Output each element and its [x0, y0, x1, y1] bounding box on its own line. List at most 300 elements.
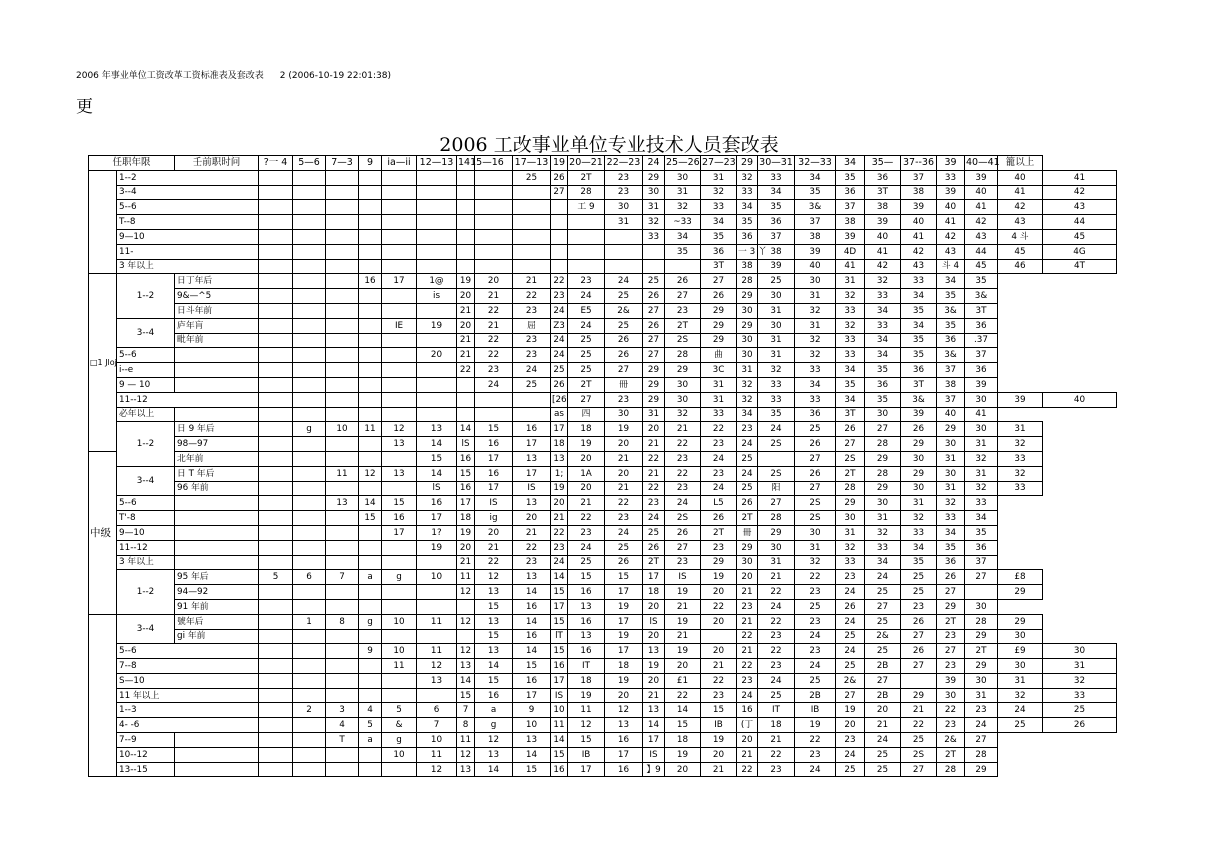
table-cell: 18: [665, 733, 701, 748]
table-cell: [359, 673, 382, 688]
table-cell: 13: [475, 747, 513, 762]
table-cell: 3T: [701, 259, 737, 274]
table-cell: 20: [701, 747, 737, 762]
table-cell: 14: [513, 644, 551, 659]
table-cell: 13: [382, 437, 417, 452]
table-cell: [901, 673, 937, 688]
table-cell: £8: [998, 570, 1043, 585]
table-cell: 8: [326, 614, 359, 629]
table-row: [89, 629, 1117, 644]
table-cell: 25: [836, 659, 865, 674]
table-cell: 34: [758, 185, 795, 200]
table-cell: [475, 392, 513, 407]
table-cell: [417, 377, 457, 392]
table-cell: 19: [605, 599, 643, 614]
table-cell: [259, 718, 293, 733]
table-cell: 10: [382, 644, 417, 659]
table-cell: 32: [865, 525, 901, 540]
table-cell: 16: [513, 673, 551, 688]
table-cell: 36: [965, 318, 998, 333]
table-cell: 33: [836, 555, 865, 570]
table-cell: 22: [901, 718, 937, 733]
doc-header-title: 2006 年事业单位工资改革工资标准表及套改表: [76, 71, 264, 81]
table-cell: [382, 200, 417, 215]
table-cell: 13: [513, 570, 551, 585]
table-cell: 21: [457, 333, 475, 348]
table-cell: [457, 377, 475, 392]
table-cell: [457, 392, 475, 407]
table-cell: 30: [758, 540, 795, 555]
table-cell: 28: [758, 511, 795, 526]
table-cell: &: [382, 718, 417, 733]
table-cell: 4: [359, 703, 382, 718]
table-cell: 29: [665, 363, 701, 378]
table-cell: 24: [568, 318, 605, 333]
table-cell: 15: [568, 570, 605, 585]
table-cell: 33: [701, 200, 737, 215]
table-cell: [293, 303, 326, 318]
table-row: [89, 333, 1117, 348]
table-cell: 19: [665, 644, 701, 659]
table-cell: 13: [382, 466, 417, 481]
table-cell: 22: [513, 289, 551, 304]
table-cell: 31: [701, 377, 737, 392]
table-cell: [326, 259, 359, 274]
table-cell: [417, 303, 457, 318]
table-cell: 25: [901, 570, 937, 585]
table-cell: [382, 673, 417, 688]
table-cell: [293, 540, 326, 555]
table-cell: 43: [998, 215, 1043, 230]
table-cell: 31: [795, 540, 836, 555]
table-cell: 24: [836, 747, 865, 762]
table-cell: [293, 673, 326, 688]
table-cell: lS: [417, 481, 457, 496]
table-cell: 34: [865, 555, 901, 570]
table-cell: [382, 481, 417, 496]
table-cell: 26: [551, 170, 568, 185]
table-cell: 37: [901, 170, 937, 185]
table-cell: 25: [865, 747, 901, 762]
table-cell: [259, 437, 293, 452]
table-cell: 37: [965, 348, 998, 363]
table-cell: [417, 215, 457, 230]
table-cell: 42: [937, 229, 965, 244]
table-cell: 2&: [605, 303, 643, 318]
table-cell: 23: [795, 747, 836, 762]
table-cell: 13: [457, 659, 475, 674]
table-cell: [259, 422, 293, 437]
table-cell: [382, 762, 417, 777]
table-cell: 32: [737, 377, 758, 392]
table-cell: 30: [758, 289, 795, 304]
table-cell: 35: [737, 215, 758, 230]
table-cell: 23: [737, 599, 758, 614]
column-header: 40—41: [965, 156, 998, 171]
salary-conversion-table: [88, 155, 1117, 777]
table-cell: 2T: [937, 747, 965, 762]
table-cell: [568, 215, 605, 230]
table-cell: 27: [643, 303, 665, 318]
table-cell: 2T: [737, 511, 758, 526]
table-cell: 20: [551, 496, 568, 511]
table-cell: 23: [665, 481, 701, 496]
table-cell: 2S: [665, 511, 701, 526]
table-cell: [259, 451, 293, 466]
table-cell: 13: [417, 422, 457, 437]
row-group-label: [89, 170, 117, 274]
table-cell: 16: [457, 451, 475, 466]
table-cell: 35: [865, 363, 901, 378]
table-cell: 26: [643, 289, 665, 304]
row-tenure: T--8: [117, 215, 259, 230]
table-cell: [293, 392, 326, 407]
table-cell: [293, 170, 326, 185]
table-cell: 25: [865, 762, 901, 777]
table-cell: 3T: [865, 185, 901, 200]
table-cell: 32: [865, 274, 901, 289]
table-cell: 20: [605, 437, 643, 452]
table-cell: 22: [643, 481, 665, 496]
table-cell: 22: [568, 511, 605, 526]
column-header: ia—ii: [382, 156, 417, 171]
table-cell: 15: [457, 688, 475, 703]
table-cell: 1;: [551, 466, 568, 481]
column-header: 35—: [865, 156, 901, 171]
table-cell: [326, 318, 359, 333]
table-cell: [259, 303, 293, 318]
table-cell: 12: [417, 659, 457, 674]
table-cell: 22: [475, 333, 513, 348]
table-cell: 25: [737, 481, 758, 496]
table-cell: [293, 733, 326, 748]
table-cell: 29: [865, 451, 901, 466]
table-cell: [326, 229, 359, 244]
table-cell: 24: [836, 585, 865, 600]
table-cell: [326, 274, 359, 289]
table-cell: IS: [551, 688, 568, 703]
table-cell: 20: [457, 289, 475, 304]
table-cell: 35: [701, 229, 737, 244]
table-cell: 9: [359, 644, 382, 659]
table-cell: 2T: [937, 614, 965, 629]
table-cell: [359, 348, 382, 363]
table-cell: 29: [643, 363, 665, 378]
row-group-label: 中级: [89, 451, 117, 614]
table-cell: 30: [605, 407, 643, 422]
table-cell: 37: [795, 215, 836, 230]
table-cell: [665, 259, 701, 274]
table-cell: 23: [513, 555, 551, 570]
table-cell: [293, 185, 326, 200]
table-cell: L5: [701, 496, 737, 511]
table-cell: 14: [551, 570, 568, 585]
table-cell: 27: [551, 185, 568, 200]
table-cell: 26: [737, 496, 758, 511]
table-cell: [259, 599, 293, 614]
doc-header-timestamp: 2 (2006-10-19 22:01:38): [279, 71, 391, 81]
table-cell: 34: [965, 511, 998, 526]
table-cell: 15: [551, 614, 568, 629]
table-cell: [382, 585, 417, 600]
table-cell: 16: [605, 733, 643, 748]
table-cell: (丁: [737, 718, 758, 733]
table-cell: 日 T 年后: [175, 466, 259, 481]
table-cell: lT: [551, 629, 568, 644]
table-cell: 32: [998, 437, 1043, 452]
table-cell: 31: [937, 481, 965, 496]
table-cell: 30: [737, 348, 758, 363]
table-cell: 17: [417, 511, 457, 526]
table-cell: 20: [865, 703, 901, 718]
table-row: [89, 348, 1117, 363]
table-cell: as: [551, 407, 568, 422]
table-cell: 44: [965, 244, 998, 259]
table-cell: 37: [758, 229, 795, 244]
table-cell: 29: [643, 377, 665, 392]
table-cell: 12: [359, 466, 382, 481]
table-cell: 29: [701, 555, 737, 570]
table-cell: 5--6: [117, 496, 175, 511]
table-cell: 91 年前: [175, 599, 259, 614]
table-cell: 庐年肓: [175, 318, 259, 333]
table-cell: 42: [865, 259, 901, 274]
table-cell: 19: [605, 673, 643, 688]
table-cell: [293, 599, 326, 614]
table-cell: 23: [475, 363, 513, 378]
table-cell: 20: [701, 585, 737, 600]
table-cell: 43: [1043, 200, 1117, 215]
table-cell: 33: [865, 318, 901, 333]
table-cell: [359, 363, 382, 378]
table-cell: 27: [865, 599, 901, 614]
table-cell: 31: [701, 392, 737, 407]
table-cell: 日斗年前: [175, 303, 259, 318]
table-cell: 18: [568, 422, 605, 437]
table-cell: 4: [326, 718, 359, 733]
table-cell: 39: [795, 244, 836, 259]
table-cell: 21: [605, 451, 643, 466]
table-cell: 34: [865, 303, 901, 318]
table-cell: 25: [551, 363, 568, 378]
table-cell: 15: [417, 451, 457, 466]
table-cell: [475, 185, 513, 200]
table-cell: 21: [737, 585, 758, 600]
table-cell: 22: [737, 659, 758, 674]
table-cell: [326, 762, 359, 777]
table-cell: 2B: [795, 688, 836, 703]
table-cell: 22: [513, 540, 551, 555]
column-header: 5—6: [293, 156, 326, 171]
table-row: [89, 525, 1117, 540]
table-cell: 21: [475, 318, 513, 333]
table-cell: [475, 200, 513, 215]
table-row: [89, 466, 1117, 481]
table-cell: [293, 244, 326, 259]
table-cell: 22: [701, 673, 737, 688]
table-cell: 11--12: [117, 540, 175, 555]
table-cell: [259, 525, 293, 540]
table-cell: 1: [293, 614, 326, 629]
table-cell: [259, 244, 293, 259]
table-cell: 15: [457, 466, 475, 481]
column-header: 19: [551, 156, 568, 171]
table-row: [89, 451, 1117, 466]
table-cell: 34: [795, 170, 836, 185]
table-cell: 12: [457, 644, 475, 659]
table-cell: 29: [865, 481, 901, 496]
table-cell: [359, 659, 382, 674]
table-cell: [175, 511, 259, 526]
table-cell: 19: [417, 318, 457, 333]
table-cell: 32: [901, 511, 937, 526]
table-cell: 20: [737, 570, 758, 585]
table-cell: i--e: [117, 363, 175, 378]
table-cell: 23: [513, 303, 551, 318]
table-cell: [359, 407, 382, 422]
table-cell: 27: [901, 629, 937, 644]
table-cell: [175, 525, 259, 540]
table-cell: 34: [701, 215, 737, 230]
table-cell: 38: [865, 200, 901, 215]
table-cell: 38: [758, 244, 795, 259]
table-cell: 14: [513, 614, 551, 629]
table-cell: 30: [998, 629, 1043, 644]
table-cell: 25: [795, 673, 836, 688]
table-cell: 24: [865, 733, 901, 748]
table-cell: 21: [865, 718, 901, 733]
table-cell: 17: [475, 481, 513, 496]
table-cell: 25: [758, 688, 795, 703]
table-cell: [457, 407, 475, 422]
table-cell: 10--12: [117, 747, 175, 762]
row-tenure: 1--2: [117, 274, 175, 318]
table-cell: 3T: [965, 303, 998, 318]
table-cell: 26: [551, 377, 568, 392]
table-cell: 16: [568, 585, 605, 600]
table-cell: 28: [865, 437, 901, 452]
table-cell: 33: [795, 363, 836, 378]
table-cell: 38: [836, 215, 865, 230]
table-cell: 25: [513, 377, 551, 392]
column-header: ?一 4: [259, 156, 293, 171]
table-cell: 31: [795, 289, 836, 304]
table-row: [89, 555, 1117, 570]
table-cell: 19: [605, 629, 643, 644]
table-cell: 16: [513, 629, 551, 644]
table-cell: 38: [737, 259, 758, 274]
table-cell: 17: [382, 525, 417, 540]
table-cell: [175, 733, 259, 748]
table-cell: 24: [475, 377, 513, 392]
table-cell: 6: [293, 570, 326, 585]
table-cell: 35: [901, 555, 937, 570]
table-cell: [417, 407, 457, 422]
table-cell: 27: [836, 437, 865, 452]
table-cell: [513, 244, 551, 259]
table-cell: 25: [795, 599, 836, 614]
table-cell: [457, 229, 475, 244]
table-cell: 26: [605, 348, 643, 363]
table-cell: 23: [605, 511, 643, 526]
table-cell: 24: [795, 629, 836, 644]
table-cell: 23: [795, 644, 836, 659]
row-tenure: 3--4: [117, 466, 175, 496]
table-cell: [293, 585, 326, 600]
table-cell: 23: [701, 688, 737, 703]
table-cell: 27: [937, 585, 965, 600]
table-cell: 31: [758, 333, 795, 348]
table-cell: 16: [382, 511, 417, 526]
row-tenure: 1--2: [117, 570, 175, 614]
table-cell: 21: [643, 688, 665, 703]
table-cell: 43: [937, 244, 965, 259]
table-cell: 19: [701, 733, 737, 748]
table-cell: [326, 437, 359, 452]
table-cell: [568, 244, 605, 259]
table-cell: [457, 259, 475, 274]
table-header-row: [89, 156, 1117, 171]
table-cell: IB: [701, 718, 737, 733]
table-cell: 24: [795, 659, 836, 674]
table-cell: 10: [551, 703, 568, 718]
table-row: [89, 185, 1117, 200]
table-cell: £9: [998, 644, 1043, 659]
table-cell: 19: [643, 659, 665, 674]
table-cell: 22: [758, 585, 795, 600]
row-tenure: 9—10: [117, 229, 259, 244]
table-cell: [259, 540, 293, 555]
table-cell: [359, 747, 382, 762]
table-cell: [259, 348, 293, 363]
table-cell: 16: [457, 481, 475, 496]
table-cell: 20: [643, 673, 665, 688]
table-cell: 42: [1043, 185, 1117, 200]
table-cell: [359, 688, 382, 703]
table-cell: 22: [457, 363, 475, 378]
table-cell: 26: [665, 274, 701, 289]
table-cell: 32: [737, 392, 758, 407]
row-tenure: 1--2: [117, 170, 259, 185]
table-cell: [175, 407, 259, 422]
table-row: [89, 289, 1117, 304]
table-cell: 21: [551, 511, 568, 526]
table-cell: 30: [901, 481, 937, 496]
table-cell: 34: [937, 525, 965, 540]
table-cell: 16: [475, 688, 513, 703]
table-cell: 23: [513, 348, 551, 363]
table-cell: [513, 200, 551, 215]
table-cell: 23: [665, 555, 701, 570]
table-cell: [758, 451, 795, 466]
table-cell: 30: [758, 318, 795, 333]
table-cell: 30: [937, 437, 965, 452]
table-cell: [326, 377, 359, 392]
table-row: [89, 747, 1117, 762]
table-cell: 2S: [665, 333, 701, 348]
table-cell: 43: [965, 229, 998, 244]
table-cell: 27: [795, 451, 836, 466]
table-cell: 31: [965, 437, 998, 452]
table-cell: E5: [568, 303, 605, 318]
table-cell: 30: [965, 392, 998, 407]
table-cell: 23: [568, 274, 605, 289]
table-cell: 19: [665, 614, 701, 629]
table-cell: 16: [513, 599, 551, 614]
table-cell: 25: [836, 629, 865, 644]
table-cell: [293, 644, 326, 659]
table-cell: [382, 289, 417, 304]
